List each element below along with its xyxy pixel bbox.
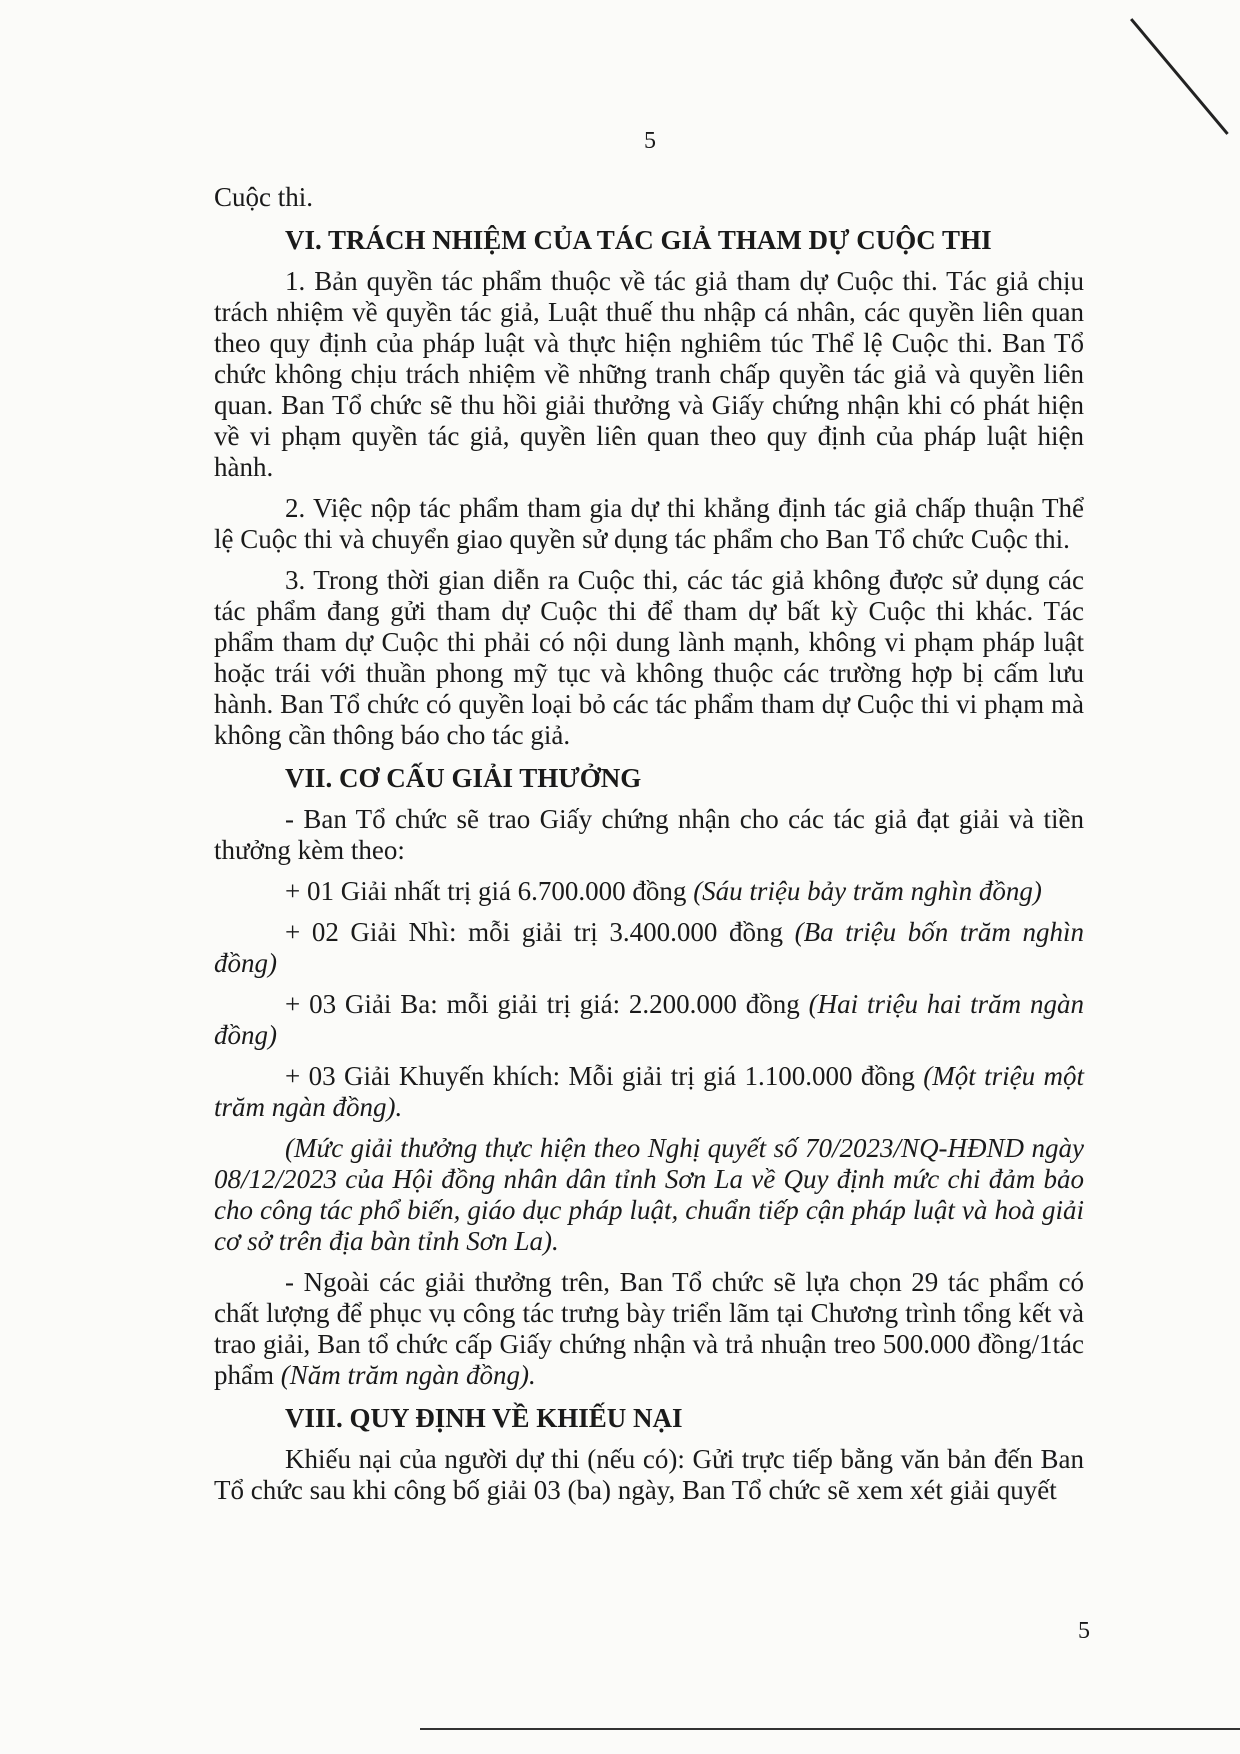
paragraph-italic-note: (Năm trăm ngàn đồng). bbox=[280, 1360, 536, 1390]
paragraph bbox=[214, 1444, 1084, 1506]
paragraph-text: VI. TRÁCH NHIỆM CỦA TÁC GIẢ THAM DỰ CUỘC THI bbox=[285, 225, 992, 255]
paragraph bbox=[214, 182, 1084, 213]
paragraph bbox=[214, 1133, 1084, 1257]
paragraph-italic-note: (Ba triệu bốn trăm nghìn đồng) bbox=[214, 917, 1084, 978]
paragraph bbox=[214, 565, 1084, 751]
paragraph-text: 2. Việc nộp tác phẩm tham gia dự thi khẳng định tác giả chấp thuận Thể lệ Cuộc thi và chuyển giao quyền sử dụng tác phẩm cho Ban Tổ chức Cuộc thi. bbox=[214, 493, 1084, 554]
paragraph-text: VIII. QUY ĐỊNH VỀ KHIẾU NẠI bbox=[285, 1403, 683, 1433]
section-heading bbox=[214, 763, 1084, 794]
section-heading bbox=[214, 225, 1084, 256]
paragraph bbox=[214, 989, 1084, 1051]
paragraph-italic-note: (Hai triệu hai trăm ngàn đồng) bbox=[214, 989, 1084, 1050]
paragraph bbox=[214, 1267, 1084, 1391]
paragraph-text: VII. CƠ CẤU GIẢI THƯỞNG bbox=[285, 763, 642, 793]
paragraph-text: - Ngoài các giải thưởng trên, Ban Tổ chức sẽ lựa chọn 29 tác phẩm có chất lượng để phục vụ công tác trưng bày triển lãm tại Chương trình tổng kết và trao giải, Ban tổ chức cấp Giấy chứng nhận và trả nhuận treo 500.000 đồng/1tác phẩm bbox=[214, 1267, 1084, 1390]
paragraph-text: + 03 Giải Ba: mỗi giải trị giá: 2.200.000 đồng bbox=[285, 989, 809, 1019]
paragraph-text: + 02 Giải Nhì: mỗi giải trị 3.400.000 đồng bbox=[285, 917, 795, 947]
paragraph-text: + 03 Giải Khuyến khích: Mỗi giải trị giá 1.100.000 đồng bbox=[285, 1061, 924, 1091]
paragraph-italic-note: (Sáu triệu bảy trăm nghìn đồng) bbox=[693, 876, 1042, 906]
paragraph-text: + 01 Giải nhất trị giá 6.700.000 đồng bbox=[285, 876, 694, 906]
paragraph-italic-note: (Một triệu một trăm ngàn đồng). bbox=[214, 1061, 1084, 1122]
paragraph-text: - Ban Tổ chức sẽ trao Giấy chứng nhận cho các tác giả đạt giải và tiền thưởng kèm theo: bbox=[214, 804, 1084, 865]
paragraph-text: (Mức giải thưởng thực hiện theo Nghị quyết số 70/2023/NQ-HĐND ngày 08/12/2023 của Hội đồng nhân dân tỉnh Sơn La về Quy định mức chi đảm bảo cho công tác phổ biến, giáo dục pháp luật, chuẩn tiếp cận pháp luật và hoà giải cơ sở trên địa bàn tỉnh Sơn La). bbox=[214, 1133, 1084, 1256]
page-number-top: 5 bbox=[644, 128, 656, 154]
page-number-bottom: 5 bbox=[1078, 1618, 1090, 1644]
paragraph bbox=[214, 266, 1084, 483]
scan-bottom-edge bbox=[420, 1728, 1240, 1730]
paragraph-text: 1. Bản quyền tác phẩm thuộc về tác giả tham dự Cuộc thi. Tác giả chịu trách nhiệm về quyền tác giả, Luật thuế thu nhập cá nhân, các quyền liên quan theo quy định của pháp luật và thực hiện nghiêm túc Thể lệ Cuộc thi. Ban Tổ chức không chịu trách nhiệm về những tranh chấp quyền tác giả và quyền liên quan. Ban Tổ chức sẽ thu hồi giải thưởng và Giấy chứng nhận khi có phát hiện về vi phạm quyền tác giả, quyền liên quan theo quy định của pháp luật hiện hành. bbox=[214, 266, 1084, 482]
paragraph-text: 3. Trong thời gian diễn ra Cuộc thi, các tác giả không được sử dụng các tác phẩm đang gửi tham dự Cuộc thi để tham dự bất kỳ Cuộc thi khác. Tác phẩm tham dự Cuộc thi phải có nội dung lành mạnh, không vi phạm pháp luật hoặc trái với thuần phong mỹ tục và không thuộc các trường hợp bị cấm lưu hành. Ban Tổ chức có quyền loại bỏ các tác phẩm tham dự Cuộc thi vi phạm mà không cần thông báo cho tác giả. bbox=[214, 565, 1084, 750]
paragraph-text: Cuộc thi. bbox=[214, 182, 313, 212]
paragraph bbox=[214, 917, 1084, 979]
paragraph bbox=[214, 1061, 1084, 1123]
document-body bbox=[214, 182, 1084, 1516]
scan-artifact-mark bbox=[1130, 18, 1229, 135]
paragraph-text: Khiếu nại của người dự thi (nếu có): Gửi trực tiếp bằng văn bản đến Ban Tổ chức sau khi công bố giải 03 (ba) ngày, Ban Tổ chức sẽ xem xét giải quyết bbox=[214, 1444, 1084, 1505]
paragraph bbox=[214, 804, 1084, 866]
paragraph bbox=[214, 876, 1084, 907]
paragraph bbox=[214, 493, 1084, 555]
section-heading bbox=[214, 1403, 1084, 1434]
